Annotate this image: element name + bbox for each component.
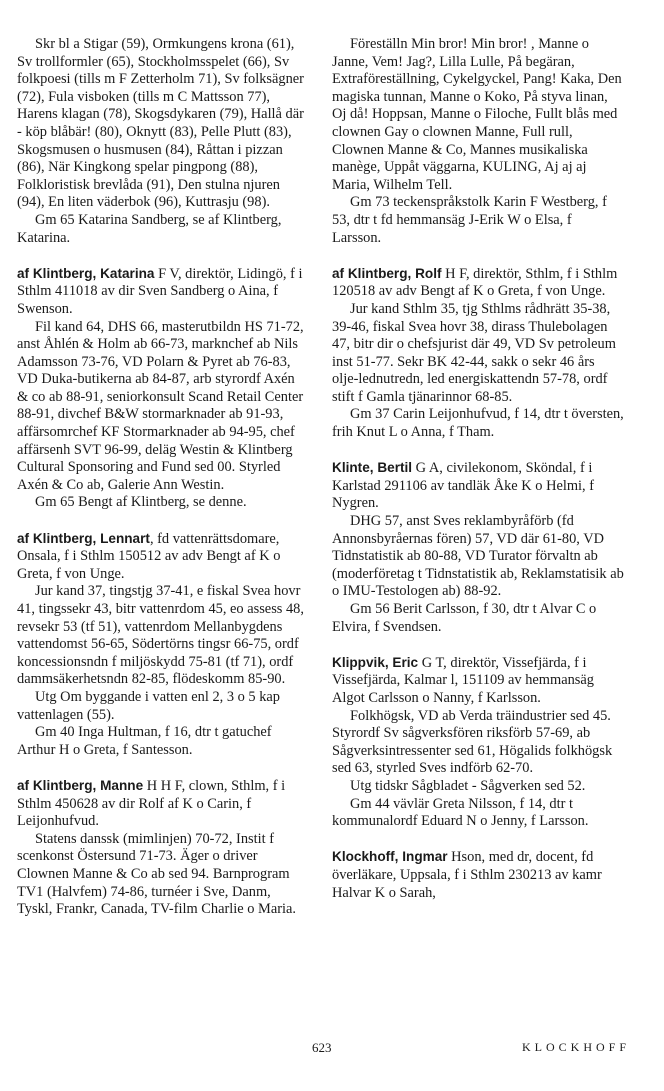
left-column <box>17 36 309 936</box>
page-number: 623 <box>312 1040 332 1055</box>
right-column <box>332 36 624 920</box>
entry-heading <box>17 265 309 319</box>
entry-head-text: H H F, clown, Sthlm, f i Sthlm 450628 av dir Rolf af K o Carin, f Leijonhufvud. <box>17 777 286 830</box>
entry-heading <box>17 777 309 831</box>
paragraph: Gm 65 Katarina Sandberg, se af Klintberg, Katarina. <box>17 211 282 246</box>
entry-heading <box>332 265 624 301</box>
entry-head-text: , fd vattenrättsdomare, Onsala, f i Sthlm 150512 av adv Bengt af K o Greta, f von Unge. <box>17 530 281 582</box>
entry-heading <box>17 530 309 584</box>
paragraph: Skr bl a Stigar (59), Ormkungens krona (61), Sv trollformler (65), Stockholmsspelet (66), Sv folkpoesi (tills m F Zetterholm 71), Sv folksägner (72), Fula visboken (tills m C Mattsson 77), Harens klagan (78), Skogsdykaren (79), Hallå där - köp blåbär! (80), Oknytt (83), Pelle Plutt (83), Skogsmusen o husmusen (84), Råttan i pizzan (86), När Kingkong spelar pingpong (88), Folkloristisk brevlåda (91), Den stulna njuren (94), En liten väderbok (96), Kuttrasju (98). <box>17 36 304 211</box>
entry-katarina-af-klintberg <box>17 265 309 512</box>
paragraph: Gm 37 Carin Leijonhufvud, f 14, dtr t översten, frih Knut L o Anna, f Tham. <box>332 406 624 441</box>
paragraph: Jur kand Sthlm 35, tjg Sthlms rådhrätt 35-38, 39-46, fiskal Svea hovr 38, dirass Thulebolagen 47, bitr dir o chefsjurist där 49, VD Sv petroleum inst 51-77. Sekr BK 42-44, sakk o sekr 46 års olje-lednutredn, led energiskattendn 57-78, ordf stift f Gamla tjänarinnor 68-85. <box>332 300 616 405</box>
entry-head-text: H F, direktör, Sthlm, f i Sthlm 120518 av adv Bengt af K o Greta, f von Unge. <box>332 265 618 300</box>
running-head: KLOCKHOFF <box>521 1040 630 1054</box>
entry-eric-klippvik <box>332 654 624 831</box>
paragraph: Utg Om byggande i vatten enl 2, 3 o 5 kap vattenlagen (55). <box>17 688 280 723</box>
continued-entry <box>332 36 624 247</box>
paragraph: Fil kand 64, DHS 66, masterutbildn HS 71-72, anst Åhlén & Holm ab 66-73, marknchef ab Nils Adamsson 73-76, VD Polarn & Pyret ab 76-83, VD Duka-butikerna ab 84-87, arb styrordf Axén & co ab 88-91, seniorkonsult Scand Retail Center 88-91, divchef B&W stormarknader ab 91-93, affärsomrchef KF Stormarknader ab 94-95, chef affärsenh SVT 96-99, deläg Westin & Klintberg Cultural Sponsoring and Fund sed 00. Styrled Axén & Co ab, Galerie Ann Westin. <box>17 318 304 493</box>
paragraph: Jur kand 37, tingstjg 37-41, e fiskal Svea hovr 41, tingssekr 43, bitr vattenrdom 45, eo assess 48, revsekr 53 (tf 51), vattenrdom Mellanbygdens vattendomst 56-65, Södertörns tingsr 66-75, ordf koncessionsndn f miljöskydd 75-81 (tf 71), ordf dammsäkerhetsndn 82-85, flödeskomm 85-90. <box>17 583 304 688</box>
paragraph: Gm 56 Berit Carlsson, f 30, dtr t Alvar C o Elvira, f Svendsen. <box>332 601 597 635</box>
paragraph: Gm 40 Inga Hultman, f 16, dtr t gatuchef Arthur H o Greta, f Santesson. <box>17 724 272 758</box>
entry-head-text: G A, civilekonom, Sköndal, f i Karlstad 291106 av tandläk Åke K o Helmi, f Nygren. <box>332 460 595 512</box>
entry-head-text: G T, direktör, Vissefjärda, f i Vissefjärda, Kalmar l, 151109 av hemmansäg Algot Carlsson o Nanny, f Karlsson. <box>332 654 594 706</box>
entry-name: af Klintberg, Katarina <box>17 265 155 281</box>
entry-name: af Klintberg, Rolf <box>332 265 442 281</box>
entry-heading <box>332 459 624 513</box>
entry-head-text: Hson, med dr, docent, fd överläkare, Uppsala, f i Sthlm 230213 av kamr Halvar K o Sarah, <box>332 849 602 901</box>
page-footer <box>0 1040 664 1060</box>
entry-rolf-af-klintberg <box>332 265 624 442</box>
entry-name: af Klintberg, Lennart <box>17 530 150 546</box>
entry-heading <box>332 848 624 902</box>
entry-head-text: F V, direktör, Lidingö, f i Sthlm 411018 av dir Sven Sandberg o Aina, f Swenson. <box>17 265 303 317</box>
paragraph: Gm 73 teckenspråkstolk Karin F Westberg, f 53, dtr t fd hemmansäg J-Erik W o Elsa, f Larsson. <box>332 194 607 246</box>
entry-name: Klippvik, Eric <box>332 654 419 670</box>
paragraph: Gm 44 vävlär Greta Nilsson, f 14, dtr t kommunalordf Eduard N o Jenny, f Larsson. <box>332 795 589 830</box>
paragraph: Statens danssk (mimlinjen) 70-72, Instit f scenkonst Östersund 71-73. Äger o driver Clownen Manne & Co ab sed 94. Barnprogram TV1 (Halvfem) 74-86, turnéer i Sve, Danm, Tyskl, Frankr, Canada, TV-film Charlie o Maria. <box>17 830 296 918</box>
paragraph: Utg tidskr Sågbladet - Sågverken sed 52. <box>350 777 586 794</box>
entry-bertil-klinte <box>332 459 624 636</box>
entry-name: Klinte, Bertil <box>332 460 413 476</box>
entry-name: af Klintberg, Manne <box>17 777 144 793</box>
paragraph: Folkhögsk, VD ab Verda träindustrier sed 45. Styrordf Sv sågverksfören riksförb 57-69, ab Sågverksintressenter sed 61, Högalids folkhögsk sed 63, styrled Sves indförb 62-70. <box>332 707 613 777</box>
paragraph: Föreställn Min bror! Min bror! , Manne o Janne, Vem! Jag?, Lilla Lulle, På begäran, Extraföreställning, Cykelgyckel, Pang! Kaka, Den magiska tunnan, Manne o Koko, På styva linan, Oj då! Hoppsan, Manne o Filoche, Fullt blås med clownen Gay o clownen Manne, Full rull, Clownen Manne & Co, Mannes musikaliska manège, Uppåt väggarna, KULING, Aj aj aj Maria, Wilhelm Tell. <box>332 36 622 193</box>
paragraph: DHG 57, anst Sves reklambyråförb (fd Annonsbyråernas fören) 57, VD där 61-80, VD Tidnstatistik ab 80-88, VD Turator förvaltn ab (moderföretag t Tidnstatistik ab, Reklamstatisik ab o IMU-Testologen ab) 88-92. <box>332 513 624 600</box>
entry-manne-af-klintberg <box>17 777 309 919</box>
entry-lennart-af-klintberg <box>17 530 309 760</box>
entry-ingmar-klockhoff <box>332 848 624 902</box>
entry-name: Klockhoff, Ingmar <box>332 849 448 865</box>
entry-heading <box>332 654 624 708</box>
paragraph: Gm 65 Bengt af Klintberg, se denne. <box>35 494 247 511</box>
continued-entry <box>17 36 309 247</box>
